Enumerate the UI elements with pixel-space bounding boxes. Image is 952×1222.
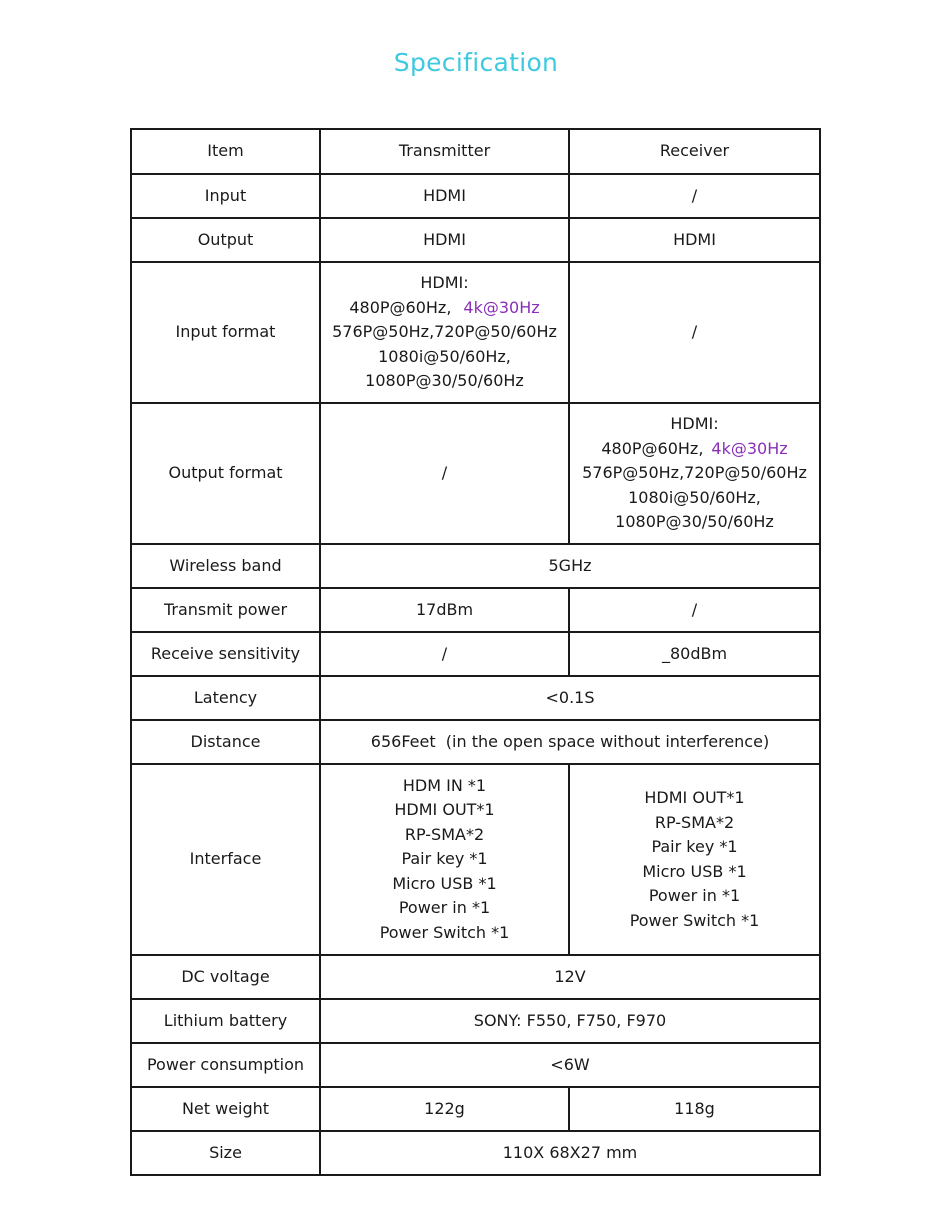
- header-transmitter: Transmitter: [320, 129, 569, 174]
- format-line: 1080P@30/50/60Hz: [615, 512, 774, 532]
- row-size: [131, 1131, 820, 1175]
- cell-transmitter: HDMI: [320, 218, 569, 262]
- interface-line: Power Switch *1: [629, 910, 760, 930]
- row-label: Receive sensitivity: [131, 632, 320, 676]
- row-dc-voltage: [131, 955, 820, 999]
- row-distance: [131, 720, 820, 764]
- row-input-format: [131, 262, 820, 403]
- cell-value: 5GHz: [320, 544, 820, 588]
- cell-value: <6W: [320, 1043, 820, 1087]
- cell-value: 110X 68X27 mm: [320, 1131, 820, 1175]
- row-transmit-power: [131, 588, 820, 632]
- row-input: [131, 174, 820, 218]
- interface-line: RP-SMA*2: [404, 824, 485, 844]
- format-line: [325, 296, 564, 321]
- row-net-weight: [131, 1087, 820, 1131]
- cell-transmitter: /: [320, 403, 569, 544]
- format-highlight: 4k@30Hz: [463, 297, 540, 317]
- cell-value: 12V: [320, 955, 820, 999]
- cell-transmitter: HDMI: [320, 174, 569, 218]
- row-label: Latency: [131, 676, 320, 720]
- cell-receiver: [569, 764, 820, 955]
- row-label: Size: [131, 1131, 320, 1175]
- format-line: HDMI:: [670, 414, 719, 434]
- row-interface: [131, 764, 820, 955]
- cell-receiver: HDMI: [569, 218, 820, 262]
- cell-receiver: /: [569, 588, 820, 632]
- interface-line: Power in *1: [648, 886, 741, 905]
- interface-line: HDMI OUT*1: [644, 788, 745, 807]
- interface-line: Micro USB *1: [392, 873, 497, 893]
- cell-transmitter: [320, 262, 569, 403]
- format-text: 480P@60Hz,: [349, 297, 452, 317]
- page-title: Specification: [393, 48, 559, 77]
- spec-table: [130, 128, 821, 1176]
- interface-line: Power Switch *1: [379, 922, 510, 942]
- cell-value: <0.1S: [320, 676, 820, 720]
- header-item: Item: [131, 129, 320, 174]
- interface-line: Power in *1: [398, 898, 491, 918]
- format-line: 1080P@30/50/60Hz: [365, 371, 524, 391]
- row-output-format: [131, 403, 820, 544]
- interface-line: RP-SMA*2: [654, 812, 735, 832]
- row-label: Net weight: [131, 1087, 320, 1131]
- cell-transmitter: [320, 764, 569, 955]
- row-lithium-battery: [131, 999, 820, 1043]
- row-label: Output: [131, 218, 320, 262]
- row-label: Power consumption: [131, 1043, 320, 1087]
- row-receive-sensitivity: [131, 632, 820, 676]
- row-label: Interface: [131, 764, 320, 955]
- row-label: Wireless band: [131, 544, 320, 588]
- cell-receiver: 118g: [569, 1087, 820, 1131]
- cell-receiver: _80dBm: [569, 632, 820, 676]
- row-label: Output format: [131, 403, 320, 544]
- interface-line: HDM IN *1: [402, 775, 487, 795]
- format-line: 1080i@50/60Hz,: [628, 487, 761, 507]
- interface-line: HDMI OUT*1: [394, 800, 495, 820]
- row-label: DC voltage: [131, 955, 320, 999]
- interface-line: Micro USB *1: [642, 861, 747, 881]
- format-line: HDMI:: [420, 273, 469, 293]
- row-output: [131, 218, 820, 262]
- cell-transmitter: 17dBm: [320, 588, 569, 632]
- header-receiver: Receiver: [569, 129, 820, 174]
- row-label: Input format: [131, 262, 320, 403]
- format-line: 576P@50Hz,720P@50/60Hz: [332, 322, 557, 342]
- cell-transmitter: 122g: [320, 1087, 569, 1131]
- format-line: 576P@50Hz,720P@50/60Hz: [582, 463, 807, 483]
- cell-receiver: [569, 403, 820, 544]
- cell-receiver: /: [569, 174, 820, 218]
- interface-line: Pair key *1: [401, 849, 488, 869]
- format-text: 480P@60Hz,: [601, 438, 704, 458]
- format-line: [574, 437, 815, 462]
- format-line: 1080i@50/60Hz,: [378, 346, 511, 366]
- row-label: Input: [131, 174, 320, 218]
- table-header-row: [131, 129, 820, 174]
- interface-line: Pair key *1: [651, 837, 738, 856]
- cell-value: 656Feet (in the open space without interference): [320, 720, 820, 764]
- cell-transmitter: /: [320, 632, 569, 676]
- row-label: Transmit power: [131, 588, 320, 632]
- cell-value: SONY: F550, F750, F970: [320, 999, 820, 1043]
- row-wireless-band: [131, 544, 820, 588]
- format-highlight: 4k@30Hz: [711, 438, 788, 458]
- row-latency: [131, 676, 820, 720]
- row-power-consumption: [131, 1043, 820, 1087]
- cell-receiver: /: [569, 262, 820, 403]
- row-label: Distance: [131, 720, 320, 764]
- row-label: Lithium battery: [131, 999, 320, 1043]
